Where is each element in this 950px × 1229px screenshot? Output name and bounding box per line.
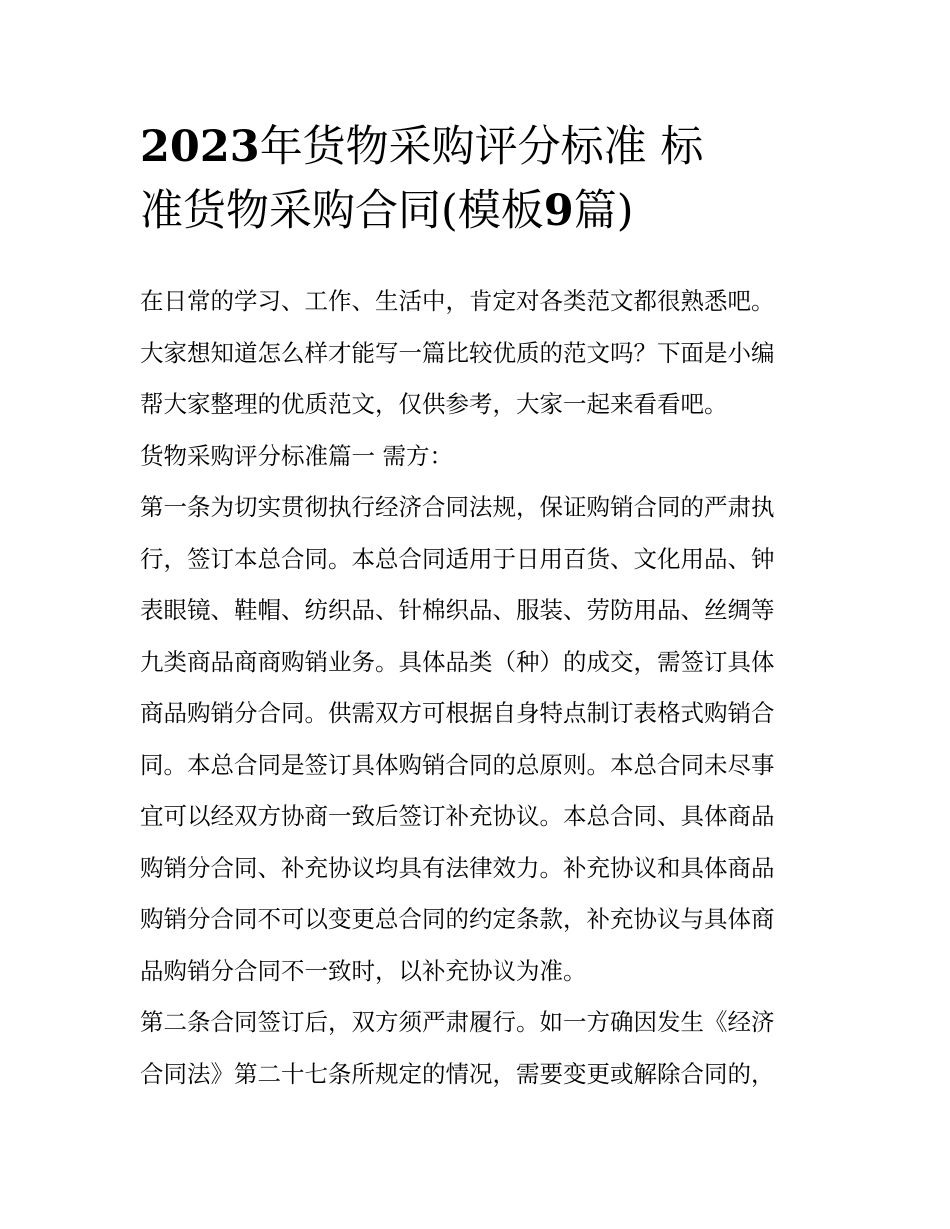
text-line: 品购销分合同不一致时，以补充协议为准。 [140,956,587,985]
title-line-2 [140,179,820,243]
text-line: 表眼镜、鞋帽、纺织品、针棉织品、服装、劳防用品、丝绸等 [140,596,775,624]
text-line: 同。本总合同是签订具体购销合同的总原则。本总合同未尽事 [140,750,775,779]
paragraph-article-1 [140,482,818,997]
title-line-1-text: 年货物采购评分标准 标 [259,122,704,172]
title-year: 2023 [140,122,260,172]
text-line: 第一条为切实贯彻执行经济合同法规，保证购销合同的严肃执 [140,493,775,521]
text-line: 宜可以经双方协商一致后签订补充协议。本总合同、具体商品 [140,802,775,830]
text-line: 大家想知道怎么样才能写一篇比较优质的范文吗？下面是小编 [140,338,775,367]
document-body [140,276,818,1100]
text-line: 货物采购评分标准篇一 需方： [140,441,453,470]
text-line: 第二条合同签订后，双方须严肃履行。如一方确因发生《经济 [140,1008,775,1036]
paragraph-article-2 [140,997,818,1100]
text-line: 合同法》第二十七条所规定的情况，需要变更或解除合同的， [140,1059,775,1088]
text-line: 商品购销分合同。供需双方可根据自身特点制订表格式购销合 [140,699,775,727]
paragraph-intro [140,276,818,431]
section-heading [140,431,818,483]
text-line: 九类商品商商购销业务。具体品类（种）的成交，需签订具体 [140,647,775,676]
text-line: 帮大家整理的优质范文，仅供参考，大家一起来看看吧。 [140,390,728,418]
text-line: 在日常的学习、工作、生活中，肯定对各类范文都很熟悉吧。 [140,287,775,315]
title-line-1 [140,115,820,179]
text-line: 购销分合同、补充协议均具有法律效力。补充协议和具体商品 [140,853,775,882]
text-line: 购销分合同不可以变更总合同的约定条款，补充协议与具体商 [140,905,775,933]
title-line-2-post: 篇) [573,186,634,236]
text-line: 行，签订本总合同。本总合同适用于日用百货、文化用品、钟 [140,544,775,573]
document-title [140,115,820,243]
title-line-2-pre: 准货物采购合同(模板 [140,186,544,236]
title-count: 9 [543,186,574,236]
